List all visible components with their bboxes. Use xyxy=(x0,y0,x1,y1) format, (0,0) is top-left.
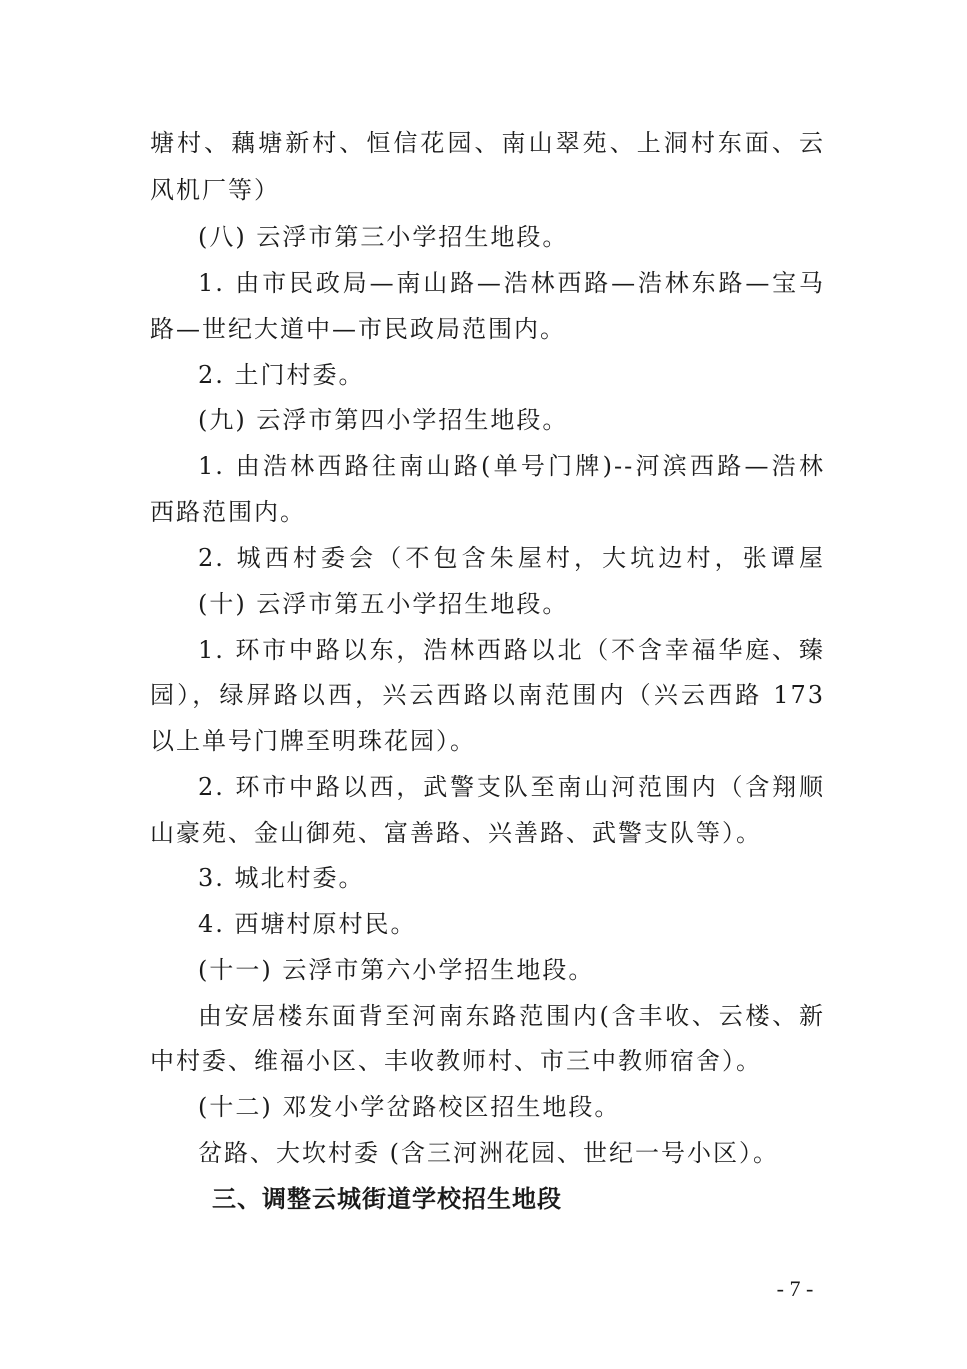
chapter-heading: 三、调整云城街道学校招生地段 xyxy=(212,1185,562,1213)
text-line: 1. 环市中路以东，浩林西路以北（不含幸福华庭、臻 xyxy=(198,636,825,664)
section-heading: (八) 云浮市第三小学招生地段。 xyxy=(198,223,569,251)
text-line: 2. 土门村委。 xyxy=(198,361,365,389)
text-line: 岔路、大坎村委 (含三河洲花园、世纪一号小区）。 xyxy=(198,1139,779,1167)
text-line: 2. 环市中路以西，武警支队至南山河范围内（含翔顺 xyxy=(198,773,825,801)
section-heading: (十二) 邓发小学岔路校区招生地段。 xyxy=(198,1093,621,1121)
text-line: 风机厂等） xyxy=(150,176,280,204)
section-heading: (九) 云浮市第四小学招生地段。 xyxy=(198,406,569,434)
text-line: 山豪苑、金山御苑、富善路、兴善路、武警支队等）。 xyxy=(150,819,762,847)
text-line: 1. 由浩林西路往南山路(单号门牌)--河滨西路—浩林 xyxy=(198,452,825,480)
section-heading: (十) 云浮市第五小学招生地段。 xyxy=(198,590,569,618)
page-number: - 7 - xyxy=(776,1276,814,1301)
text-line: 塘村、藕塘新村、恒信花园、南山翠苑、上洞村东面、云 xyxy=(150,129,825,157)
text-line: 1. 由市民政局—南山路—浩林西路—浩林东路—宝马 xyxy=(198,269,825,297)
text-line: 以上单号门牌至明珠花园）。 xyxy=(150,727,476,755)
text-line: 4. 西塘村原村民。 xyxy=(198,910,417,938)
text-line: 路—世纪大道中—市民政局范围内。 xyxy=(150,315,566,343)
text-line: 由安居楼东面背至河南东路范围内(含丰收、云楼、新 xyxy=(198,1002,825,1030)
text-line: 园），绿屏路以西，兴云西路以南范围内（兴云西路 173 xyxy=(150,681,825,709)
text-line: 中村委、维福小区、丰收教师村、市三中教师宿舍）。 xyxy=(150,1047,762,1075)
text-line: 3. 城北村委。 xyxy=(198,864,365,892)
section-heading: (十一) 云浮市第六小学招生地段。 xyxy=(198,956,595,984)
text-line: 西路范围内。 xyxy=(150,498,306,526)
text-line: 2. 城西村委会（不包含朱屋村，大坑边村，张谭屋 xyxy=(198,544,825,572)
